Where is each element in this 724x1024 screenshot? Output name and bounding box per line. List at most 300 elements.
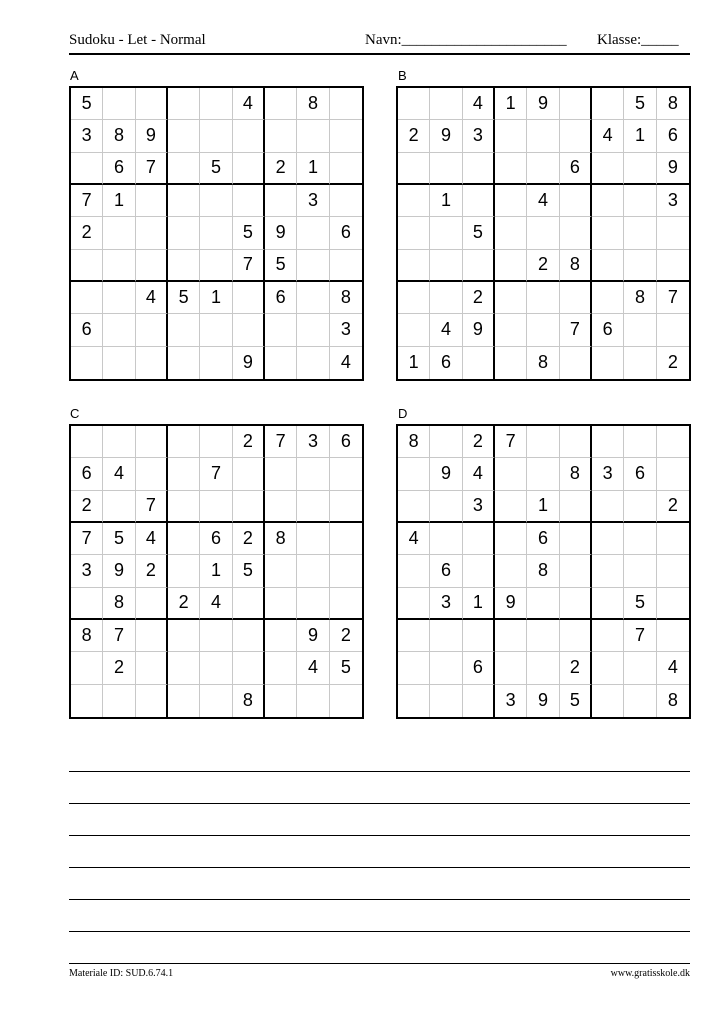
sudoku-cell bbox=[527, 620, 559, 652]
sudoku-cell: 6 bbox=[330, 217, 362, 249]
material-id: Materiale ID: SUD.6.74.1 bbox=[69, 968, 174, 979]
sudoku-cell: 9 bbox=[297, 620, 329, 652]
sudoku-cell bbox=[168, 314, 200, 346]
sudoku-cell bbox=[657, 217, 689, 249]
sudoku-cell bbox=[592, 153, 624, 185]
sudoku-cell: 9 bbox=[527, 685, 559, 717]
sudoku-cell bbox=[297, 120, 329, 152]
sudoku-cell bbox=[495, 217, 527, 249]
sudoku-cell: 3 bbox=[657, 185, 689, 217]
sudoku-cell: 4 bbox=[103, 458, 135, 490]
sudoku-cell bbox=[200, 620, 232, 652]
sudoku-cell bbox=[136, 88, 168, 120]
sudoku-cell bbox=[560, 347, 592, 379]
sudoku-cell bbox=[265, 458, 297, 490]
sudoku-cell: 7 bbox=[265, 426, 297, 458]
sudoku-cell: 1 bbox=[463, 588, 495, 620]
sudoku-cell bbox=[430, 153, 462, 185]
sudoku-cell: 8 bbox=[71, 620, 103, 652]
sudoku-cell: 4 bbox=[233, 88, 265, 120]
sudoku-cell: 4 bbox=[527, 185, 559, 217]
sudoku-cell bbox=[233, 491, 265, 523]
sudoku-cell bbox=[265, 491, 297, 523]
sudoku-cell bbox=[430, 491, 462, 523]
sudoku-cell bbox=[398, 555, 430, 587]
sudoku-cell bbox=[430, 282, 462, 314]
sudoku-cell bbox=[430, 652, 462, 684]
website-url: www.gratisskole.dk bbox=[610, 968, 690, 979]
sudoku-cell bbox=[430, 620, 462, 652]
sudoku-cell bbox=[624, 217, 656, 249]
sudoku-cell bbox=[71, 282, 103, 314]
puzzle-d-label: D bbox=[398, 406, 408, 421]
sudoku-cell: 1 bbox=[200, 555, 232, 587]
sudoku-cell: 5 bbox=[624, 88, 656, 120]
sudoku-cell bbox=[297, 555, 329, 587]
sudoku-cell: 5 bbox=[265, 250, 297, 282]
sudoku-cell bbox=[103, 314, 135, 346]
sudoku-cell bbox=[592, 620, 624, 652]
sudoku-cell bbox=[103, 250, 135, 282]
sudoku-cell bbox=[200, 685, 232, 717]
sudoku-cell: 6 bbox=[463, 652, 495, 684]
sudoku-cell bbox=[330, 491, 362, 523]
sudoku-cell bbox=[624, 685, 656, 717]
sudoku-cell bbox=[495, 523, 527, 555]
sudoku-cell: 6 bbox=[657, 120, 689, 152]
sudoku-cell: 9 bbox=[495, 588, 527, 620]
footer-divider bbox=[69, 963, 690, 964]
sudoku-cell bbox=[495, 458, 527, 490]
sudoku-cell: 3 bbox=[297, 185, 329, 217]
sudoku-cell: 6 bbox=[527, 523, 559, 555]
sudoku-cell: 1 bbox=[398, 347, 430, 379]
sudoku-cell: 4 bbox=[340, 352, 351, 373]
sudoku-cell bbox=[200, 652, 232, 684]
sudoku-cell: 1 bbox=[430, 185, 462, 217]
sudoku-cell bbox=[136, 652, 168, 684]
sudoku-cell: 4 bbox=[463, 88, 495, 120]
puzzle-a-label: A bbox=[70, 68, 79, 83]
sudoku-cell bbox=[200, 314, 232, 346]
sudoku-cell bbox=[560, 555, 592, 587]
sudoku-cell: 3 bbox=[495, 685, 527, 717]
name-field-label: Navn:______________________ bbox=[365, 32, 567, 48]
sudoku-cell: 2 bbox=[560, 652, 592, 684]
sudoku-cell bbox=[463, 620, 495, 652]
sudoku-cell: 6 bbox=[71, 458, 103, 490]
sudoku-cell: 2 bbox=[233, 426, 265, 458]
sudoku-cell bbox=[200, 347, 232, 379]
sudoku-cell bbox=[463, 685, 495, 717]
sudoku-cell bbox=[624, 347, 656, 379]
sudoku-cell bbox=[200, 426, 232, 458]
sudoku-cell bbox=[265, 347, 297, 379]
sudoku-cell: 5 bbox=[330, 652, 362, 684]
sudoku-cell: 7 bbox=[103, 620, 135, 652]
sudoku-cell: 2 bbox=[71, 491, 103, 523]
sudoku-cell: 6 bbox=[200, 523, 232, 555]
sudoku-cell: 9 bbox=[233, 347, 265, 379]
writing-line bbox=[69, 803, 690, 804]
sudoku-cell bbox=[495, 652, 527, 684]
sudoku-cell bbox=[136, 588, 168, 620]
sudoku-cell bbox=[398, 282, 430, 314]
sudoku-cell bbox=[463, 153, 495, 185]
sudoku-cell bbox=[297, 282, 329, 314]
sudoku-cell: 5 bbox=[463, 217, 495, 249]
sudoku-cell: 2 bbox=[657, 491, 689, 523]
sudoku-cell bbox=[233, 588, 265, 620]
sudoku-cell: 7 bbox=[657, 282, 689, 314]
sudoku-cell: 2 bbox=[463, 282, 495, 314]
sudoku-cell: 2 bbox=[527, 250, 559, 282]
writing-line bbox=[69, 931, 690, 932]
sudoku-cell bbox=[265, 555, 297, 587]
sudoku-cell bbox=[560, 620, 592, 652]
sudoku-cell: 4 bbox=[592, 120, 624, 152]
sudoku-cell: 8 bbox=[103, 120, 135, 152]
sudoku-cell bbox=[592, 652, 624, 684]
class-field-label: Klasse:_____ bbox=[597, 32, 679, 48]
sudoku-cell bbox=[430, 250, 462, 282]
sudoku-cell: 9 bbox=[657, 153, 689, 185]
sudoku-cell bbox=[136, 685, 168, 717]
sudoku-cell bbox=[265, 185, 297, 217]
sudoku-cell bbox=[495, 620, 527, 652]
sudoku-cell bbox=[624, 250, 656, 282]
sudoku-cell bbox=[168, 250, 200, 282]
sudoku-cell: 3 bbox=[592, 458, 624, 490]
sudoku-cell: 9 bbox=[136, 120, 168, 152]
sudoku-cell bbox=[398, 491, 430, 523]
sudoku-cell: 8 bbox=[527, 555, 559, 587]
sudoku-cell bbox=[233, 120, 265, 152]
sudoku-cell bbox=[430, 523, 462, 555]
sudoku-cell bbox=[560, 88, 592, 120]
sudoku-cell bbox=[136, 217, 168, 249]
sudoku-cell bbox=[103, 88, 135, 120]
sudoku-cell bbox=[200, 120, 232, 152]
writing-line bbox=[69, 771, 690, 772]
sudoku-cell bbox=[168, 491, 200, 523]
sudoku-cell bbox=[527, 153, 559, 185]
sudoku-cell bbox=[200, 88, 232, 120]
sudoku-cell bbox=[560, 523, 592, 555]
sudoku-grid-a bbox=[69, 86, 364, 381]
sudoku-cell: 8 bbox=[560, 250, 592, 282]
sudoku-cell: 6 bbox=[71, 314, 103, 346]
sudoku-cell bbox=[168, 153, 200, 185]
sudoku-cell: 2 bbox=[103, 652, 135, 684]
sudoku-cell: 2 bbox=[71, 217, 103, 249]
sudoku-cell bbox=[265, 588, 297, 620]
sudoku-cell bbox=[265, 88, 297, 120]
sudoku-cell: 1 bbox=[527, 491, 559, 523]
sudoku-cell bbox=[463, 185, 495, 217]
sudoku-cell: 7 bbox=[136, 491, 168, 523]
sudoku-cell: 8 bbox=[297, 88, 329, 120]
sudoku-cell: 8 bbox=[560, 458, 592, 490]
sudoku-cell bbox=[71, 347, 103, 379]
sudoku-cell bbox=[624, 652, 656, 684]
sudoku-cell bbox=[398, 250, 430, 282]
sudoku-cell: 8 bbox=[624, 282, 656, 314]
sudoku-cell bbox=[592, 347, 624, 379]
sudoku-cell bbox=[495, 282, 527, 314]
sudoku-cell bbox=[398, 185, 430, 217]
sudoku-cell bbox=[560, 217, 592, 249]
sudoku-cell: 5 bbox=[624, 588, 656, 620]
sudoku-cell: 4 bbox=[463, 458, 495, 490]
sudoku-cell: 9 bbox=[265, 217, 297, 249]
sudoku-cell: 2 bbox=[233, 523, 265, 555]
sudoku-cell bbox=[657, 588, 689, 620]
sudoku-cell bbox=[657, 250, 689, 282]
sudoku-cell: 3 bbox=[71, 120, 103, 152]
sudoku-cell: 9 bbox=[463, 314, 495, 346]
sudoku-cell: 6 bbox=[624, 458, 656, 490]
sudoku-cell bbox=[592, 523, 624, 555]
sudoku-cell: 6 bbox=[430, 555, 462, 587]
sudoku-cell bbox=[560, 491, 592, 523]
sudoku-cell bbox=[103, 282, 135, 314]
sudoku-cell bbox=[398, 458, 430, 490]
sudoku-cell bbox=[71, 652, 103, 684]
sudoku-cell: 6 bbox=[265, 282, 297, 314]
sudoku-cell bbox=[136, 347, 168, 379]
sudoku-cell bbox=[168, 347, 200, 379]
sudoku-cell bbox=[495, 185, 527, 217]
sudoku-cell bbox=[430, 217, 462, 249]
sudoku-cell bbox=[168, 685, 200, 717]
sudoku-cell bbox=[560, 588, 592, 620]
sudoku-cell: 7 bbox=[136, 153, 168, 185]
sudoku-cell: 7 bbox=[233, 250, 265, 282]
sudoku-cell bbox=[103, 491, 135, 523]
sudoku-cell bbox=[592, 555, 624, 587]
sudoku-cell bbox=[624, 555, 656, 587]
sudoku-cell bbox=[297, 588, 329, 620]
sudoku-cell bbox=[233, 314, 265, 346]
sudoku-cell bbox=[233, 282, 265, 314]
writing-line bbox=[69, 899, 690, 900]
sudoku-cell: 5 bbox=[200, 153, 232, 185]
sudoku-cell bbox=[136, 250, 168, 282]
sudoku-cell bbox=[657, 426, 689, 458]
sudoku-cell: 5 bbox=[168, 282, 200, 314]
sudoku-cell bbox=[398, 685, 430, 717]
sudoku-cell: 3 bbox=[463, 491, 495, 523]
sudoku-cell: 6 bbox=[560, 153, 592, 185]
sudoku-cell: 8 bbox=[233, 685, 265, 717]
sudoku-cell bbox=[200, 185, 232, 217]
sudoku-cell bbox=[495, 250, 527, 282]
sudoku-cell: 2 bbox=[463, 426, 495, 458]
sudoku-cell: 2 bbox=[398, 120, 430, 152]
sudoku-cell: 1 bbox=[200, 282, 232, 314]
sudoku-cell bbox=[398, 314, 430, 346]
sudoku-cell bbox=[330, 523, 362, 555]
sudoku-cell bbox=[168, 652, 200, 684]
sudoku-cell bbox=[297, 314, 329, 346]
sudoku-cell: 4 bbox=[200, 588, 232, 620]
sudoku-cell bbox=[330, 458, 362, 490]
sudoku-cell: 9 bbox=[430, 120, 462, 152]
sudoku-cell bbox=[592, 426, 624, 458]
sudoku-cell bbox=[136, 620, 168, 652]
sudoku-cell bbox=[330, 250, 362, 282]
sudoku-grid-d bbox=[396, 424, 691, 719]
sudoku-cell bbox=[592, 217, 624, 249]
sudoku-cell bbox=[527, 458, 559, 490]
sudoku-cell bbox=[527, 217, 559, 249]
sudoku-cell: 3 bbox=[330, 314, 362, 346]
sudoku-cell: 4 bbox=[136, 282, 168, 314]
puzzle-b-label: B bbox=[398, 68, 407, 83]
sudoku-cell bbox=[71, 250, 103, 282]
sudoku-cell bbox=[233, 458, 265, 490]
sudoku-cell bbox=[103, 347, 135, 379]
sudoku-cell bbox=[463, 250, 495, 282]
sudoku-cell: 6 bbox=[592, 314, 624, 346]
sudoku-cell bbox=[200, 491, 232, 523]
sudoku-cell bbox=[527, 120, 559, 152]
sudoku-cell bbox=[265, 652, 297, 684]
sudoku-cell bbox=[624, 153, 656, 185]
sudoku-cell: 1 bbox=[624, 120, 656, 152]
sudoku-cell bbox=[398, 652, 430, 684]
sudoku-cell bbox=[297, 250, 329, 282]
sudoku-cell bbox=[297, 458, 329, 490]
sudoku-cell bbox=[495, 153, 527, 185]
sudoku-cell: 7 bbox=[200, 458, 232, 490]
sudoku-cell bbox=[592, 88, 624, 120]
sudoku-grid-b bbox=[396, 86, 691, 381]
writing-line bbox=[69, 867, 690, 868]
sudoku-cell bbox=[265, 620, 297, 652]
sudoku-cell bbox=[430, 685, 462, 717]
sudoku-cell: 5 bbox=[103, 523, 135, 555]
sudoku-cell: 7 bbox=[71, 185, 103, 217]
sudoku-cell bbox=[330, 120, 362, 152]
sudoku-cell bbox=[560, 185, 592, 217]
sudoku-cell: 8 bbox=[103, 588, 135, 620]
sudoku-cell bbox=[398, 620, 430, 652]
sudoku-cell bbox=[71, 685, 103, 717]
sudoku-cell bbox=[495, 120, 527, 152]
sudoku-cell bbox=[168, 523, 200, 555]
sudoku-cell bbox=[168, 426, 200, 458]
sudoku-cell bbox=[233, 652, 265, 684]
sudoku-cell bbox=[592, 282, 624, 314]
sudoku-cell bbox=[624, 426, 656, 458]
sudoku-cell bbox=[136, 426, 168, 458]
sudoku-cell bbox=[330, 588, 362, 620]
sudoku-cell bbox=[527, 588, 559, 620]
sudoku-cell bbox=[657, 555, 689, 587]
sudoku-cell bbox=[592, 491, 624, 523]
sudoku-cell bbox=[233, 620, 265, 652]
sudoku-cell bbox=[168, 185, 200, 217]
sudoku-cell: 7 bbox=[624, 620, 656, 652]
sudoku-cell bbox=[330, 685, 362, 717]
sudoku-cell bbox=[527, 652, 559, 684]
sudoku-cell: 3 bbox=[297, 426, 329, 458]
sudoku-cell bbox=[463, 523, 495, 555]
sudoku-cell: 4 bbox=[398, 523, 430, 555]
sudoku-cell bbox=[398, 153, 430, 185]
sudoku-cell: 8 bbox=[667, 690, 678, 711]
sudoku-cell bbox=[103, 217, 135, 249]
sudoku-cell bbox=[103, 426, 135, 458]
sudoku-cell bbox=[657, 458, 689, 490]
sudoku-cell bbox=[71, 153, 103, 185]
sudoku-cell: 3 bbox=[430, 588, 462, 620]
sudoku-cell bbox=[297, 523, 329, 555]
sudoku-cell bbox=[71, 588, 103, 620]
sudoku-cell: 1 bbox=[495, 88, 527, 120]
sudoku-cell bbox=[657, 620, 689, 652]
sudoku-cell bbox=[330, 555, 362, 587]
sudoku-cell bbox=[168, 120, 200, 152]
sudoku-cell bbox=[657, 314, 689, 346]
sudoku-cell: 8 bbox=[265, 523, 297, 555]
sudoku-cell: 8 bbox=[330, 282, 362, 314]
sudoku-cell bbox=[330, 153, 362, 185]
sudoku-cell bbox=[398, 588, 430, 620]
sudoku-cell bbox=[430, 88, 462, 120]
sudoku-cell bbox=[297, 347, 329, 379]
sudoku-cell: 1 bbox=[297, 153, 329, 185]
sudoku-cell bbox=[136, 458, 168, 490]
sudoku-cell bbox=[495, 491, 527, 523]
sudoku-cell bbox=[624, 314, 656, 346]
sudoku-cell: 5 bbox=[560, 685, 592, 717]
sudoku-cell bbox=[495, 347, 527, 379]
sudoku-cell: 1 bbox=[103, 185, 135, 217]
sudoku-cell bbox=[136, 314, 168, 346]
sudoku-cell: 3 bbox=[463, 120, 495, 152]
sudoku-cell: 2 bbox=[265, 153, 297, 185]
sudoku-cell bbox=[168, 217, 200, 249]
sudoku-cell bbox=[297, 685, 329, 717]
sudoku-cell: 7 bbox=[560, 314, 592, 346]
sudoku-cell bbox=[330, 185, 362, 217]
writing-line bbox=[69, 835, 690, 836]
sudoku-grid-c bbox=[69, 424, 364, 719]
sudoku-cell bbox=[398, 88, 430, 120]
sudoku-cell bbox=[330, 88, 362, 120]
sudoku-cell: 7 bbox=[495, 426, 527, 458]
sudoku-cell bbox=[168, 620, 200, 652]
sudoku-cell bbox=[560, 426, 592, 458]
sudoku-cell: 8 bbox=[398, 426, 430, 458]
sudoku-cell: 6 bbox=[430, 347, 462, 379]
sudoku-cell bbox=[136, 185, 168, 217]
sudoku-cell bbox=[495, 555, 527, 587]
sudoku-cell bbox=[592, 588, 624, 620]
sudoku-cell bbox=[592, 250, 624, 282]
sudoku-cell bbox=[200, 250, 232, 282]
sudoku-cell: 6 bbox=[330, 426, 362, 458]
sudoku-cell: 4 bbox=[430, 314, 462, 346]
sudoku-cell: 2 bbox=[168, 588, 200, 620]
sudoku-cell: 8 bbox=[657, 88, 689, 120]
sudoku-cell bbox=[592, 685, 624, 717]
puzzle-c-label: C bbox=[70, 406, 80, 421]
sudoku-cell: 4 bbox=[297, 652, 329, 684]
